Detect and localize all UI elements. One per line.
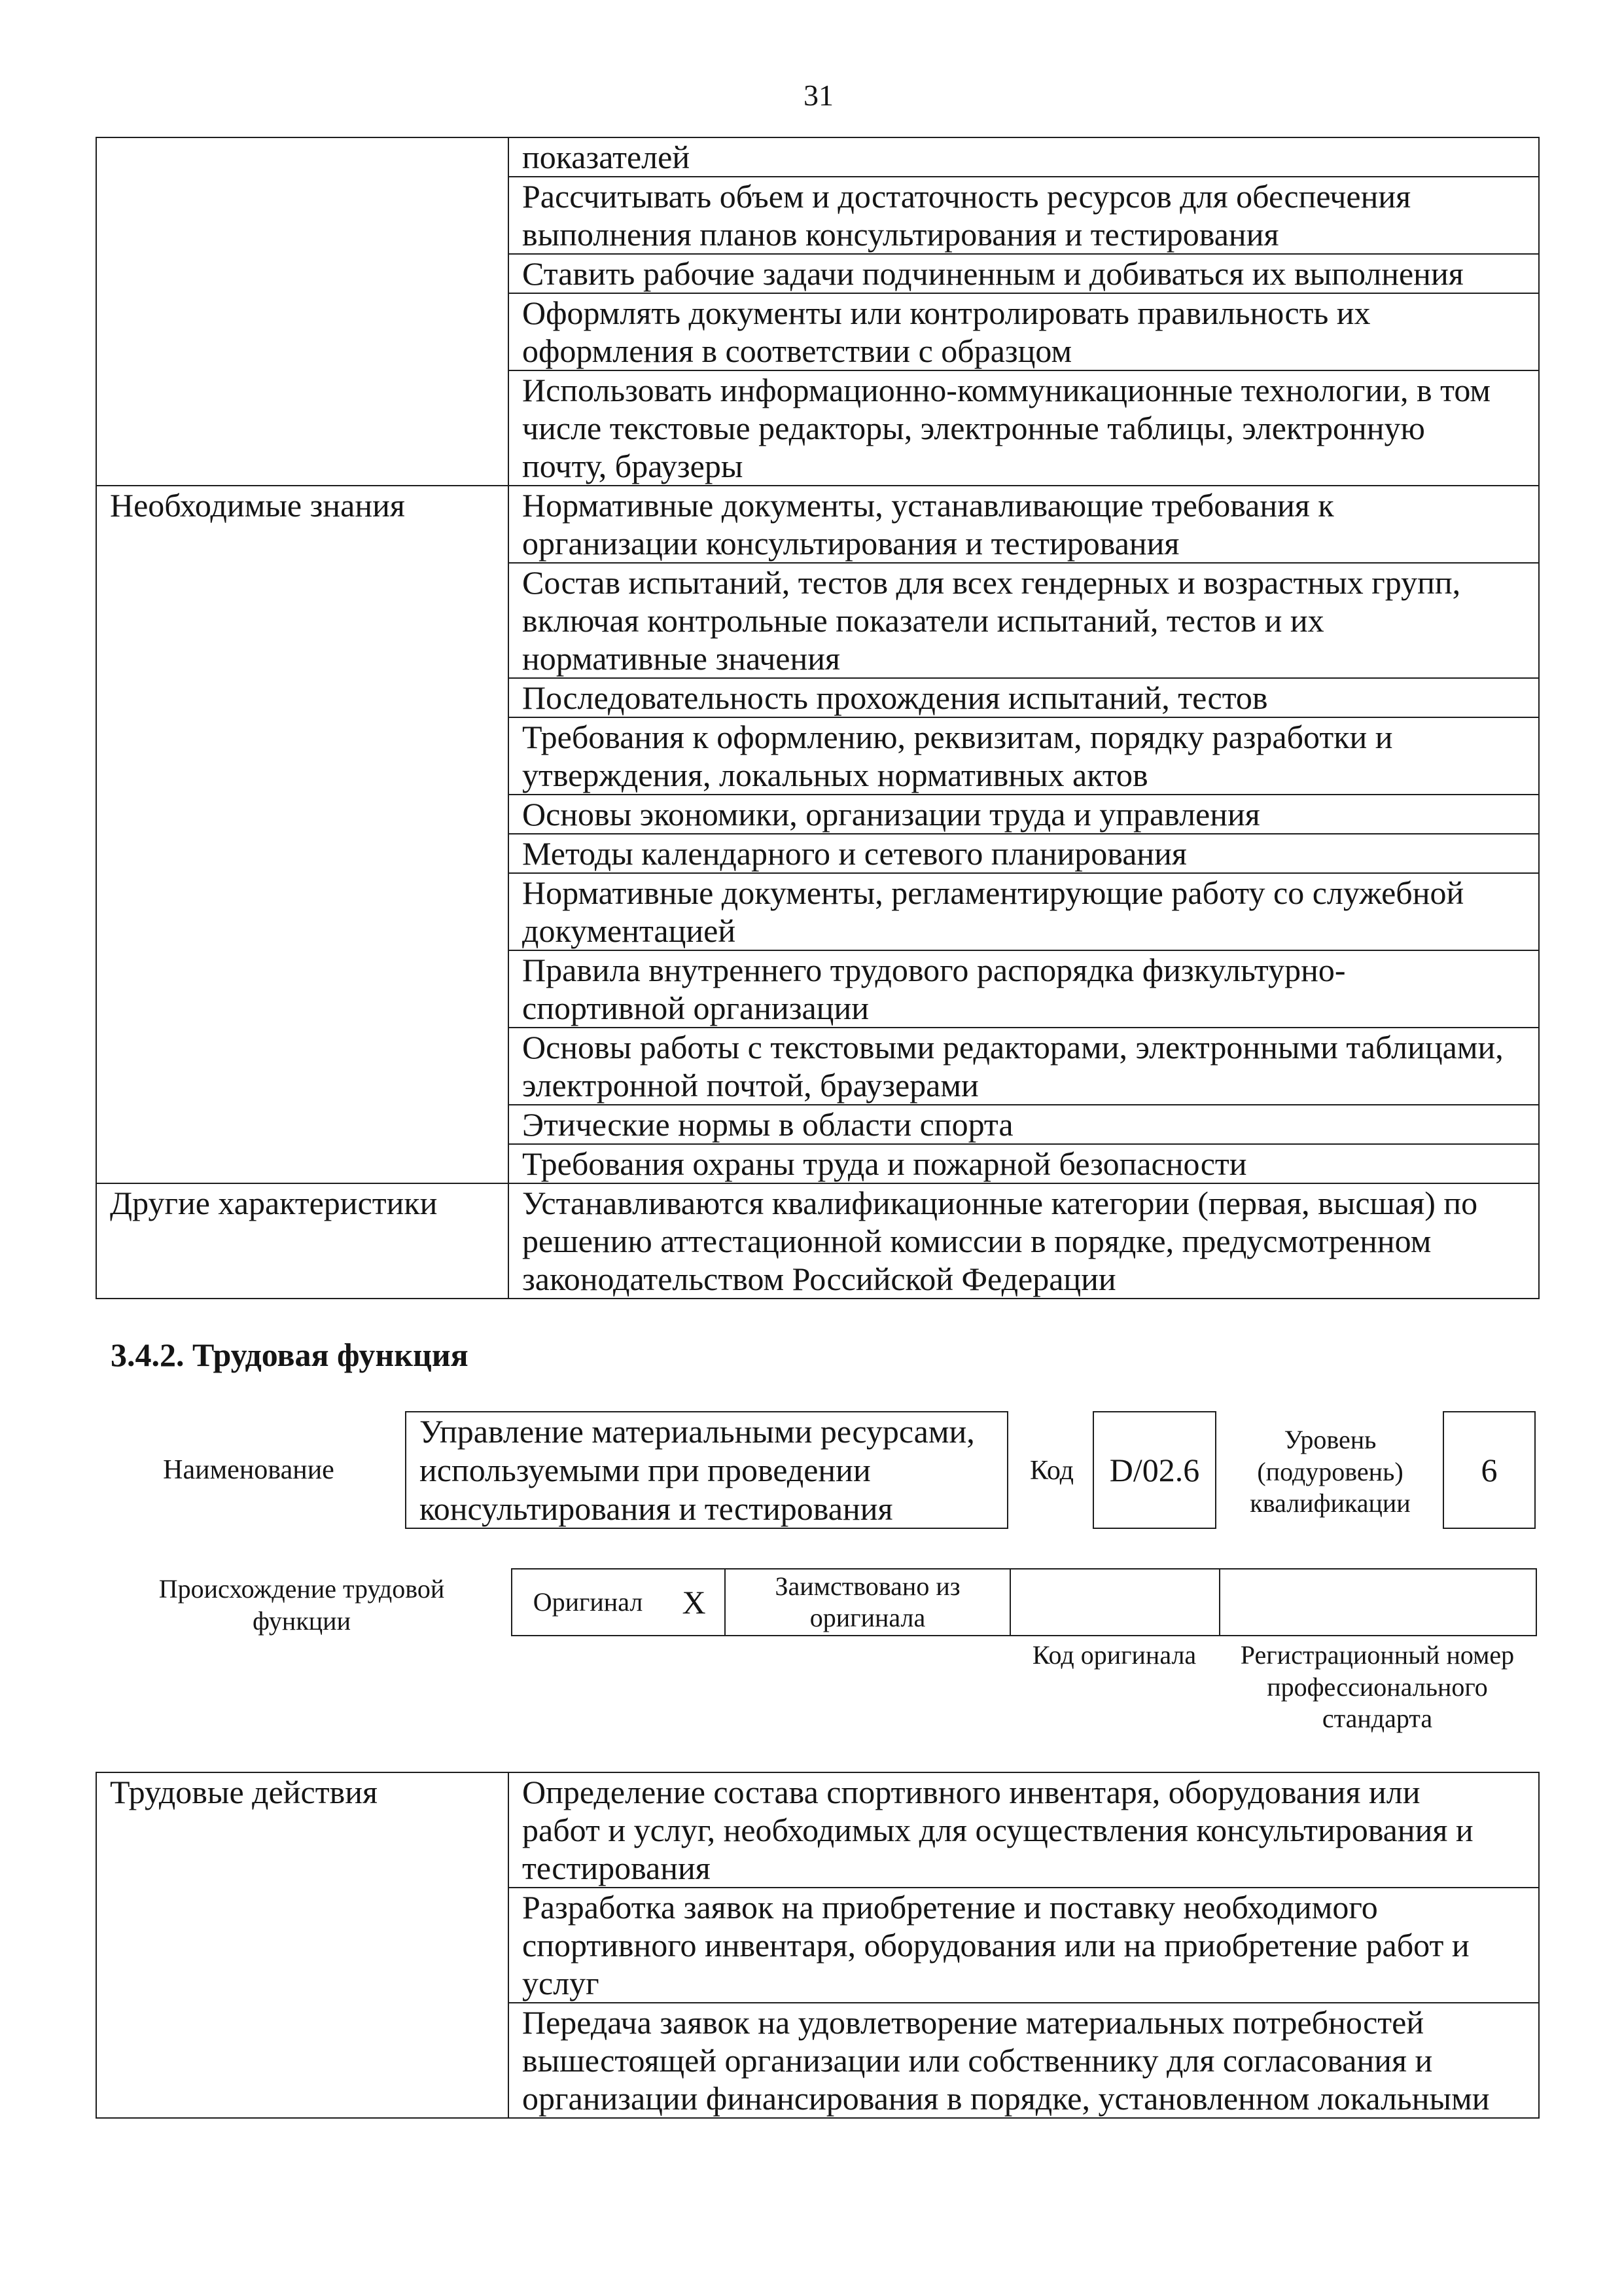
original-mark: X — [663, 1569, 725, 1636]
knowledge-item: Правила внутреннего трудового распорядка физкультурно- спортивной организации — [508, 950, 1539, 1028]
code-label: Код — [1029, 1456, 1074, 1486]
knowledge-table — [96, 137, 1540, 1299]
code-value: D/02.6 — [1109, 1452, 1200, 1488]
knowledge-item: Требования охраны труда и пожарной безопасности — [508, 1144, 1539, 1183]
qualification-level-value: 6 — [1481, 1452, 1498, 1488]
knowledge-item: Нормативные документы, устанавливающие требования к организации консультирования и тестирования — [508, 486, 1539, 563]
knowledge-item: Нормативные документы, регламентирующие работу со служебной документацией — [508, 873, 1539, 950]
knowledge-item: Основы экономики, организации труда и управления — [508, 795, 1539, 834]
name-label: Наименование — [163, 1455, 334, 1485]
skill-item: Оформлять документы или контролировать правильность их оформления в соответствии с образцом — [508, 293, 1539, 370]
origin-label: Происхождение трудовой функции — [158, 1574, 445, 1636]
skill-item: Рассчитывать объем и достаточность ресурсов для обеспечения выполнения планов консультирования и тестирования — [508, 177, 1539, 254]
skill-item: Ставить рабочие задачи подчиненным и добиваться их выполнения — [508, 254, 1539, 293]
knowledge-item: Методы календарного и сетевого планирования — [508, 834, 1539, 873]
knowledge-item: Последовательность прохождения испытаний, тестов — [508, 678, 1539, 717]
knowledge-item: Этические нормы в области спорта — [508, 1105, 1539, 1144]
original-label: Оригинал — [512, 1569, 663, 1636]
labour-action-item: Определение состава спортивного инвентаря, оборудования или работ и услуг, необходимых для осуществления консультирования и тестирования — [508, 1772, 1539, 1888]
table-row — [96, 1183, 1539, 1299]
labour-action-item: Разработка заявок на приобретение и поставку необходимого спортивного инвентаря, оборудования или на приобретение работ и услуг — [508, 1888, 1539, 2003]
other-characteristics-label: Другие характеристики — [96, 1183, 508, 1299]
name-value-box: Управление материальными ресурсами, используемыми при проведении консультирования и тестирования — [405, 1411, 1008, 1529]
knowledge-item: Требования к оформлению, реквизитам, порядку разработки и утверждения, локальных нормативных актов — [508, 717, 1539, 795]
labour-actions-label: Трудовые действия — [96, 1772, 508, 2118]
qualification-level-label: Уровень (подуровень) квалификации — [1250, 1425, 1411, 1518]
original-code-label: Код оригинала — [1032, 1640, 1197, 1670]
original-code-cell — [1010, 1569, 1220, 1636]
page-number: 31 — [803, 79, 834, 112]
table-row — [96, 1772, 1539, 1888]
table-row — [96, 137, 1539, 177]
borrowed-label: Заимствовано из оригинала — [725, 1569, 1010, 1636]
knowledge-item: Основы работы с текстовыми редакторами, электронными таблицами, электронной почтой, браузерами — [508, 1028, 1539, 1105]
table-row — [512, 1569, 1536, 1636]
knowledge-item: Состав испытаний, тестов для всех гендерных и возрастных групп, включая контрольные показатели испытаний, тестов и их нормативные значения — [508, 563, 1539, 678]
registration-number-cell — [1220, 1569, 1536, 1636]
labour-action-item: Передача заявок на удовлетворение материальных потребностей вышестоящей организации или собственнику для согласования и организации финансирования в порядке, установленном локальными — [508, 2003, 1539, 2118]
labour-actions-table — [96, 1772, 1540, 2119]
registration-number-label: Регистрационный номер профессионального стандарта — [1240, 1640, 1515, 1733]
code-value-box — [1093, 1411, 1216, 1529]
skills-continued-label-cell — [96, 137, 508, 486]
table-row — [96, 486, 1539, 563]
qualification-level-box — [1443, 1411, 1536, 1529]
knowledge-label: Необходимые знания — [96, 486, 508, 1183]
section-heading: 3.4.2. Трудовая функция — [111, 1336, 468, 1373]
skill-item: показателей — [508, 137, 1539, 177]
skill-item: Использовать информационно-коммуникационные технологии, в том числе текстовые редакторы, электронные таблицы, электронную почту, браузеры — [508, 370, 1539, 486]
origin-table — [511, 1568, 1537, 1636]
other-characteristics-text: Устанавливаются квалификационные категории (первая, высшая) по решению аттестационной комиссии в порядке, предусмотренном законодательством Российской Федерации — [508, 1183, 1539, 1299]
